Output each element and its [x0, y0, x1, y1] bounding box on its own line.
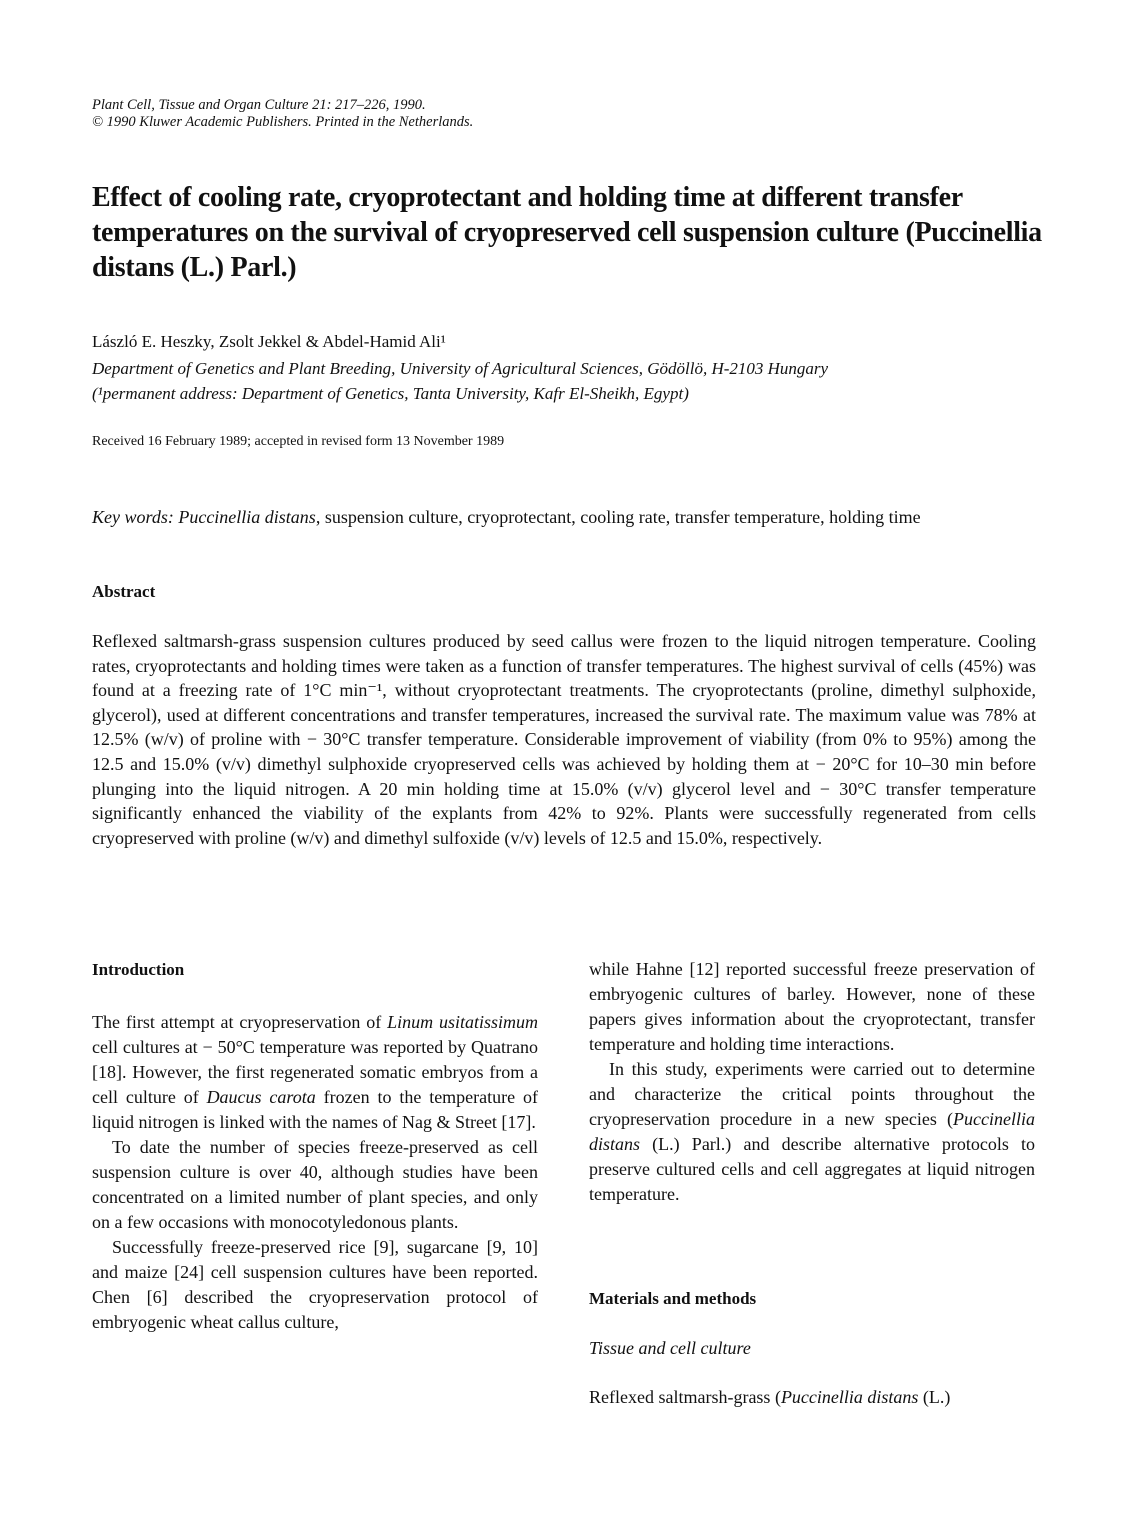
intro-paragraph-1: The first attempt at cryopreservation of Linum usitatissimum cell cultures at − 50°C temperature was reported by Quatrano [18]. However, the first regenerated somatic embryos from a cell culture of Daucus carota frozen to the temperature of liquid nitrogen is linked with the names of Nag & Street [17]. [92, 1012, 539, 1132]
affiliation-line-1: Department of Genetics and Plant Breeding, University of Agricultural Sciences, Gödöllö, H-2103 Hungary [92, 359, 829, 378]
methods-species: Puccinellia distans [780, 1387, 919, 1407]
journal-line-2: © 1990 Kluwer Academic Publishers. Printed in the Netherlands. [92, 114, 474, 130]
methods-text: Reflexed saltmarsh-grass (Puccinellia distans (L.) [589, 1387, 951, 1407]
keywords-species: Puccinellia distans [178, 507, 316, 527]
intro-paragraph-5: In this study, experiments were carried out to determine and characterize the critical points throughout the cryopreservation procedure in a new species (Puccinellia distans (L.) Parl.) and describe alternative protocols to preserve cultured cells and cell aggregates at liquid nitrogen temperature. [589, 1059, 1035, 1204]
species-linum: Linum usitatissimum [387, 1012, 538, 1032]
keywords-rest: , suspension culture, cryoprotectant, cooling rate, transfer temperature, holding time [315, 507, 921, 527]
left-column [92, 1010, 538, 1335]
intro-paragraph-3: Successfully freeze-preserved rice [9], sugarcane [9, 10] and maize [24] cell suspension cultures have been reported. Chen [6] described the cryopreservation protocol of embryogenic wheat callus culture, [92, 1237, 538, 1332]
species-daucus: Daucus carota [206, 1087, 316, 1107]
methods-heading: Materials and methods [589, 1289, 757, 1308]
keywords [92, 505, 1037, 530]
introduction-heading: Introduction [92, 960, 185, 979]
received-dates: Received 16 February 1989; accepted in revised form 13 November 1989 [92, 434, 505, 449]
abstract-heading: Abstract [92, 582, 156, 601]
author-list: László E. Heszky, Zsolt Jekkel & Abdel-Hamid Ali¹ [92, 332, 446, 351]
affiliation [92, 356, 1042, 406]
species-puccinellia: Puccinellia distans [589, 1109, 1035, 1154]
keywords-label: Key words: [92, 507, 174, 527]
journal-line-1: Plant Cell, Tissue and Organ Culture 21: 217–226, 1990. [92, 97, 426, 113]
intro-paragraph-2: To date the number of species freeze-preserved as cell suspension culture is over 40, although studies have been concentrated on a limited number of plant species, and only on a few occasions with monocotyledonous plants. [92, 1137, 538, 1232]
journal-citation [92, 97, 892, 131]
paper-title: Effect of cooling rate, cryoprotectant and holding time at different transfer temperatures on the survival of cryopreserved cell suspension culture (Puccinellia distans (L.) Parl.) [92, 182, 1042, 283]
intro-paragraph-4: while Hahne [12] reported successful freeze preservation of embryogenic cultures of barley. However, none of these papers gives information about the cryoprotectant, transfer temperature and holding time interactions. [589, 959, 1035, 1054]
right-column [589, 957, 1035, 1207]
affiliation-line-2: (¹permanent address: Department of Genetics, Tanta University, Kafr El-Sheikh, Egypt) [92, 384, 689, 403]
methods-subheading: Tissue and cell culture [589, 1338, 751, 1358]
abstract-text: Reflexed saltmarsh-grass suspension cultures produced by seed callus were frozen to the liquid nitrogen temperature. Cooling rates, cryoprotectants and holding times were taken as a function of transfer temperatures. The highest survival of cells (45%) was found at a freezing rate of 1°C min⁻¹, without cryoprotectant treatments. The cryoprotectants (proline, dimethyl sulphoxide, glycerol), used at different concentrations and transfer temperatures, increased the survival rate. The maximum value was 78% at 12.5% (w/v) of proline with − 30°C transfer temperature. Considerable improvement of viability (from 0% to 95%) among the 12.5 and 15.0% (v/v) dimethyl sulphoxide cryopreserved cells was achieved by holding them at − 20°C for 10–30 min before plunging into the liquid nitrogen. A 20 min holding time at 15.0% (v/v) glycerol level and − 30°C transfer temperature significantly enhanced the viability of the explants from 42% to 92%. Plants were successfully regenerated from cells cryopreserved with proline (w/v) and dimethyl sulfoxide (v/v) levels of 12.5 and 15.0%, respectively. [92, 631, 1036, 848]
